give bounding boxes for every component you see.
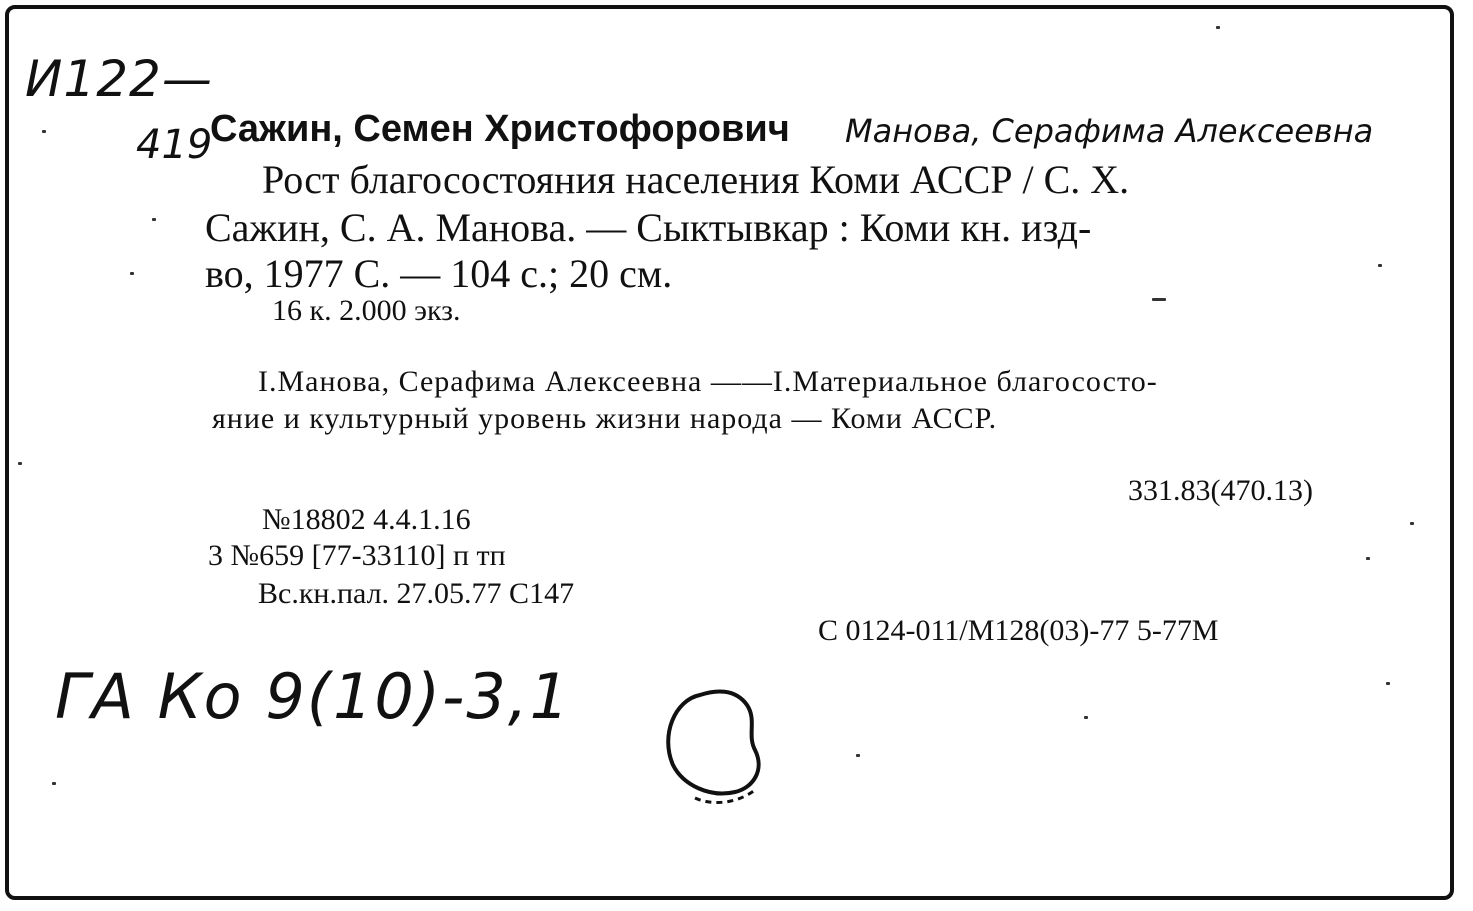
speck	[130, 272, 134, 275]
handwritten-bottom-code: ГА Ко 9(10)-3,1	[55, 660, 572, 733]
speck	[1366, 557, 1370, 560]
bbk-code-line: С 0124-011/М128(03)-77 5-77М	[818, 614, 1219, 647]
hand-drawn-loop-mark	[655, 680, 775, 810]
speck	[1216, 26, 1220, 29]
reference-line-3: Вс.кн.пал. 27.05.77 С147	[258, 577, 575, 610]
speck	[1386, 682, 1390, 685]
title-line-1: Рост благосостояния населения Коми АССР / С. Х.	[262, 157, 1130, 202]
speck	[1378, 264, 1382, 267]
title-line-2: Сажин, С. А. Манова. — Сыктывкар : Коми кн. изд-	[205, 205, 1092, 250]
reference-line-1: №18802 4.4.1.16	[262, 503, 471, 536]
speck	[152, 218, 156, 221]
handwritten-number: 419	[136, 122, 213, 168]
reference-line-2: 3 №659 [77-33110] п тп	[208, 539, 506, 572]
speck	[1410, 522, 1414, 525]
author-heading: Сажин, Семен Христофорович	[210, 108, 790, 150]
subjects-line-1: I.Манова, Серафима Алексеевна ——I.Материальное благососто-	[258, 365, 1158, 398]
speck	[856, 754, 860, 757]
handwritten-annotation: Манова, Серафима Алексеевна	[845, 112, 1374, 150]
speck	[18, 462, 22, 465]
speck	[42, 130, 46, 133]
speck	[1084, 716, 1088, 719]
price-line: 16 к. 2.000 экз.	[272, 294, 461, 327]
title-line-3: во, 1977 С. — 104 с.; 20 см.	[205, 251, 673, 296]
speck	[1152, 298, 1166, 301]
subjects-line-2: яние и культурный уровень жизни народа — Коми АССР.	[212, 402, 998, 435]
udc-code: 331.83(470.13)	[1128, 474, 1313, 507]
handwritten-top-code: И122—	[25, 50, 213, 108]
speck	[52, 782, 56, 785]
